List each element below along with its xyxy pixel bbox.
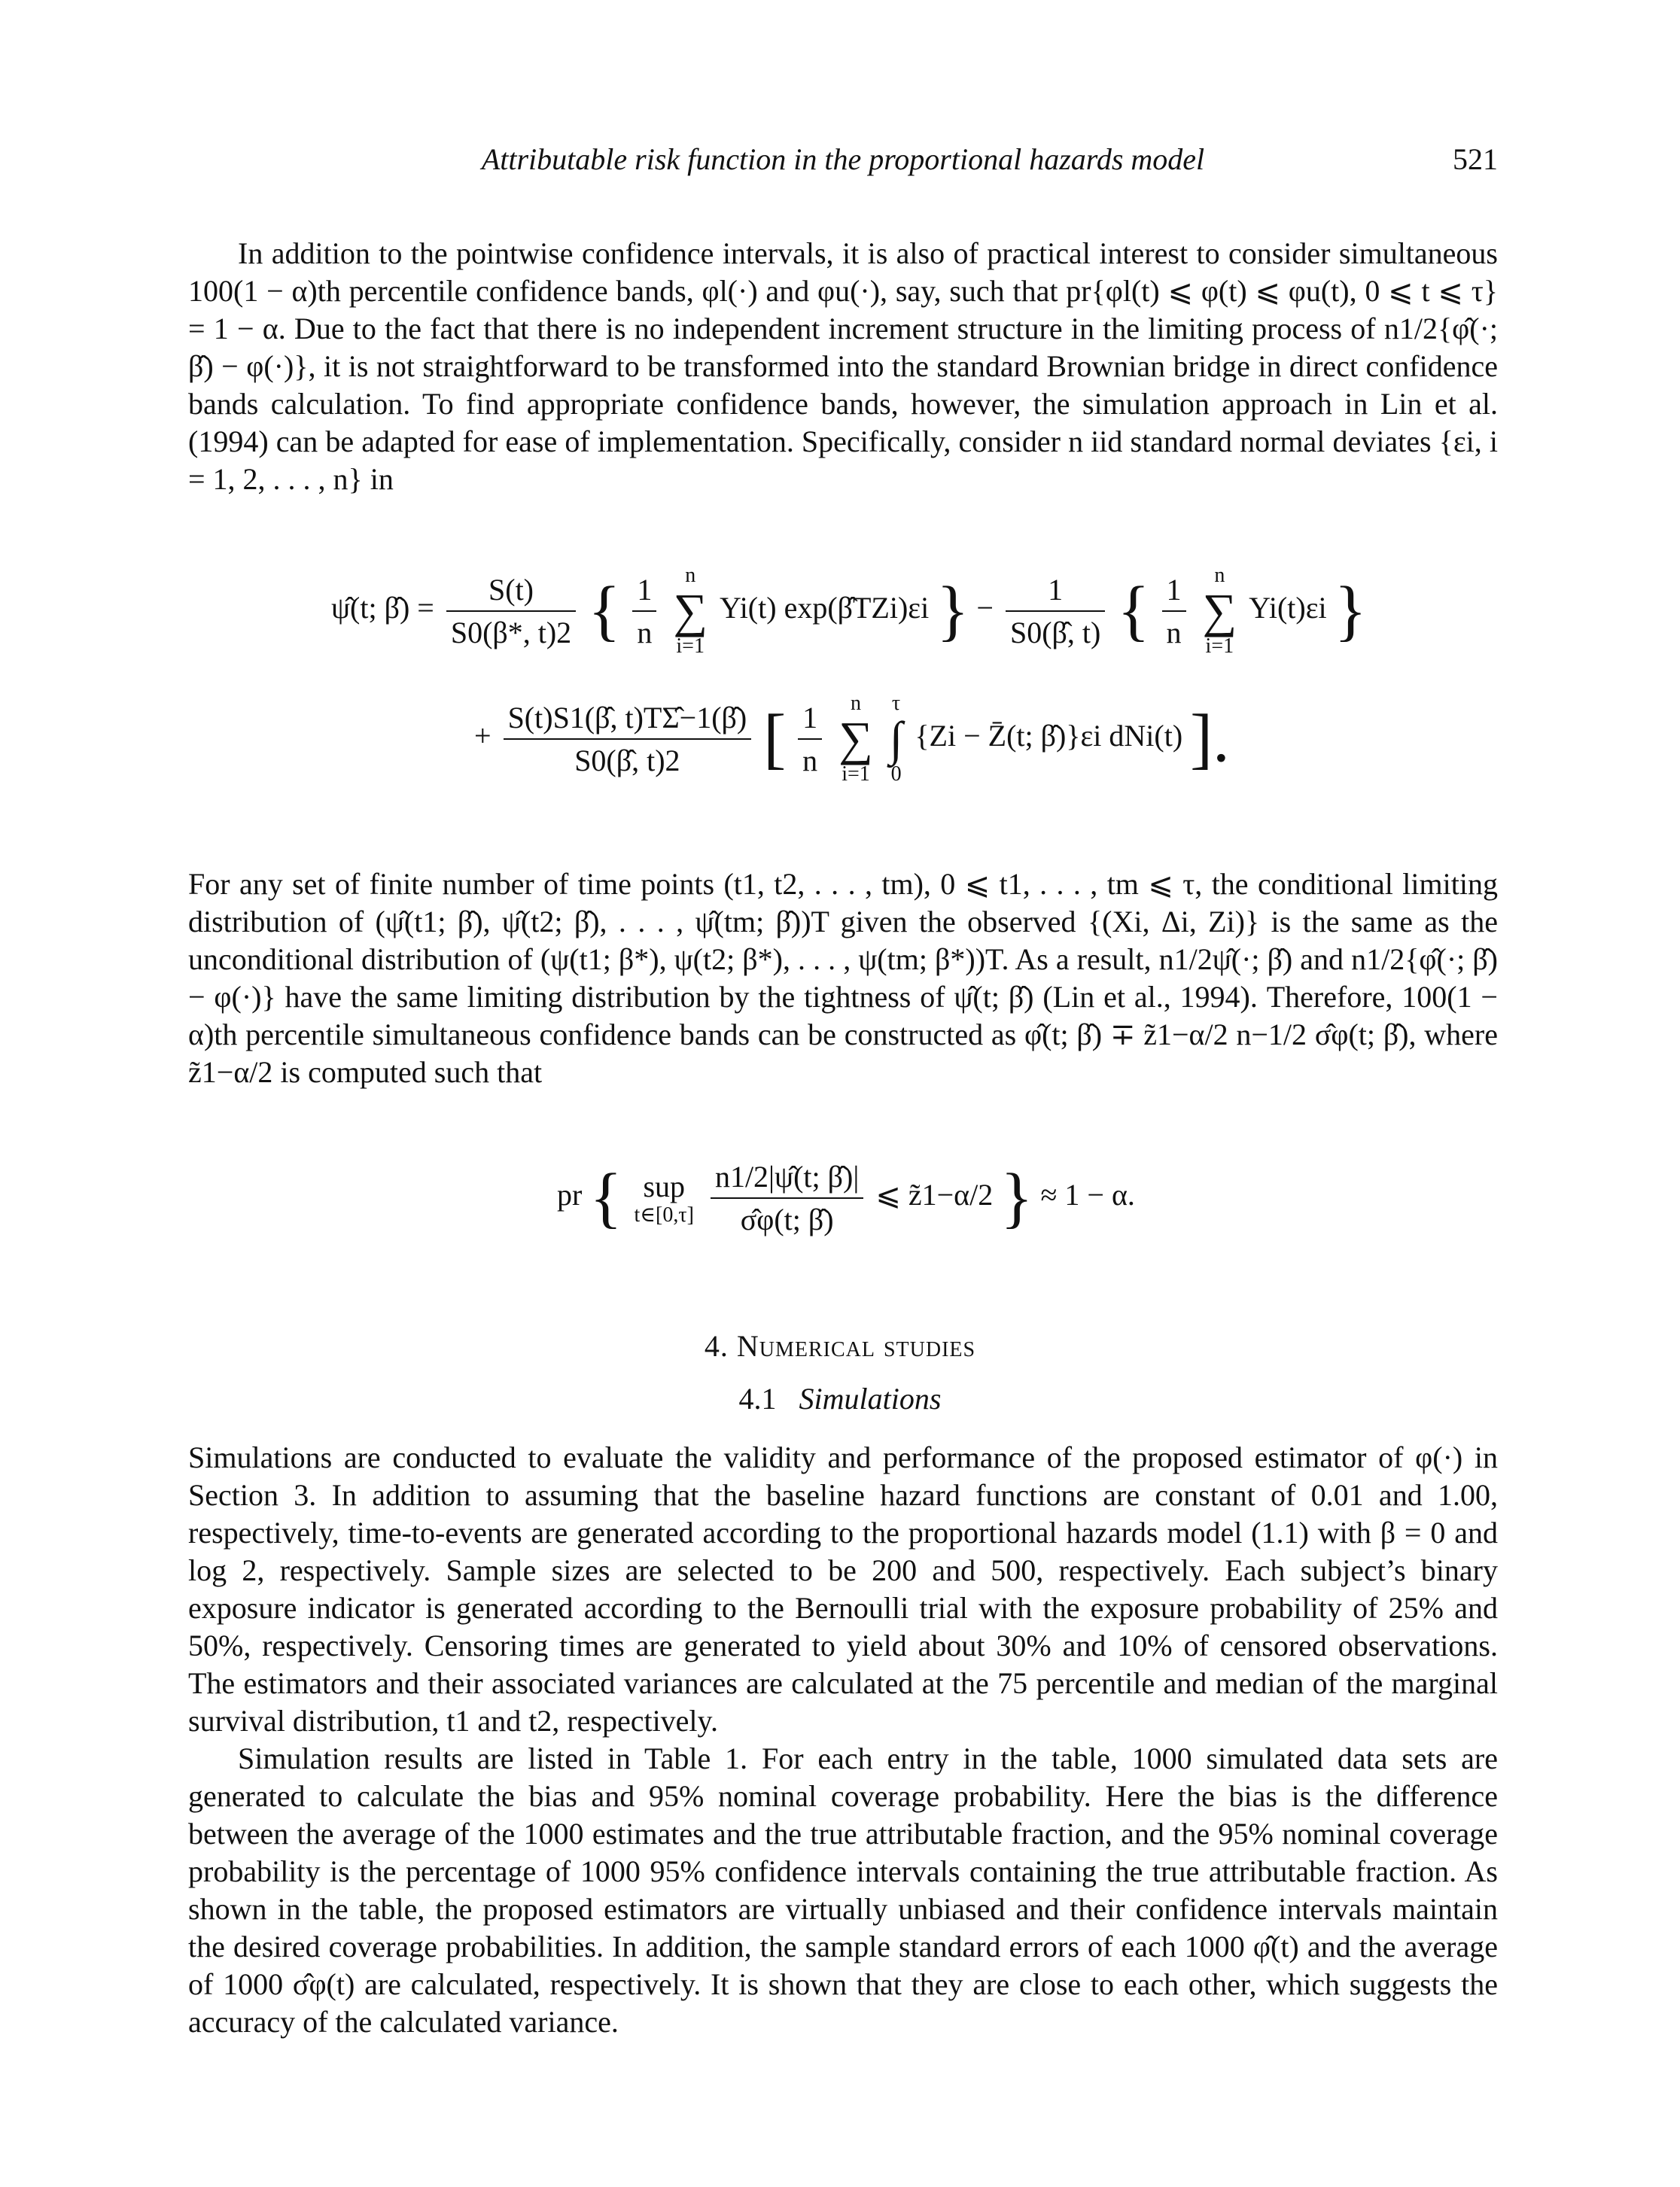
eq1-one-over-n bbox=[632, 572, 656, 650]
integral-symbol: ∫ bbox=[889, 712, 903, 765]
eq2-fraction-numerator: n1/2|ψ̂(t; β̂)| bbox=[711, 1159, 863, 1199]
eq1-right-brace: } bbox=[936, 573, 969, 648]
eq1-left-bracket: [ bbox=[763, 701, 787, 776]
eq1-left-brace: { bbox=[588, 573, 621, 648]
eq1-one-over-n-3-denominator: n bbox=[802, 744, 818, 777]
eq1-summation bbox=[673, 564, 708, 658]
eq1-fraction-1-denominator: S0(β*, t)2 bbox=[450, 616, 572, 649]
eq2-rhs: ≈ 1 − α. bbox=[1040, 1178, 1135, 1212]
sum-upper-limit: n bbox=[1214, 564, 1225, 587]
eq1-right-bracket: ]. bbox=[1190, 701, 1230, 776]
eq2-pr: pr bbox=[557, 1178, 583, 1212]
section-heading: 4. Numerical studies bbox=[704, 1329, 976, 1363]
eq2-right-brace: } bbox=[1000, 1160, 1033, 1235]
page-header bbox=[188, 141, 1498, 184]
eq1-term-1: Yi(t) exp(β̂TZi)εi bbox=[720, 591, 930, 625]
eq1-integral bbox=[890, 692, 903, 786]
paragraph-limiting-distribution: For any set of finite number of time points (t1, t2, . . . , tm), 0 ⩽ t1, . . . , tm ⩽ τ, the conditional limiting distribution of (ψ̂(t1; β̂), ψ̂(t2; β̂), . . . , ψ̂(tm; β̂))T given the observed {(Xi, Δi, Zi)} is the same as the unconditional distribution of (ψ(t1; β*), ψ(t2; β*), . . . , ψ(tm; β*))T. As a result, n1/2ψ̂(·; β̂) and n1/2{φ̂(·; β̂) − φ(·)} have the same limiting distribution by the tightness of ψ̂(t; β̂) (Lin et al., 1994). Therefore, 100(1 − α)th percentile simultaneous confidence bands can be constructed as φ̂(t; β̂) ∓ z̃1−α/2 n−1/2 σ̂φ(t; β̂), where z̃1−α/2 is computed such that bbox=[188, 867, 1498, 1089]
eq1-one-over-n-2-denominator: n bbox=[1166, 616, 1182, 649]
equation-line-1 bbox=[331, 564, 1367, 658]
eq1-fraction-3 bbox=[504, 700, 752, 778]
integral-lower-limit: 0 bbox=[890, 762, 902, 786]
eq2-relation: ⩽ z̃1−α/2 bbox=[875, 1178, 994, 1212]
sum-lower-limit: i=1 bbox=[1205, 634, 1234, 658]
eq1-one-over-n-2-numerator: 1 bbox=[1162, 572, 1186, 612]
eq1-one-over-n-3 bbox=[798, 700, 822, 778]
running-title: Attributable risk function in the proportional hazards model bbox=[481, 142, 1205, 176]
eq1-summation-3 bbox=[838, 692, 873, 786]
eq1-right-brace-2: } bbox=[1334, 573, 1367, 648]
eq1-one-over-n-numerator: 1 bbox=[632, 572, 656, 612]
sup-subscript: t∈[0,τ] bbox=[634, 1203, 694, 1227]
eq1-term-2: Yi(t)εi bbox=[1249, 591, 1327, 625]
eq1-fraction-2-numerator: 1 bbox=[1006, 572, 1105, 612]
eq1-lhs: ψ̂(t; β̂) = bbox=[331, 591, 434, 625]
paragraph-simulation-results: Simulation results are listed in Table 1. For each entry in the table, 1000 simulated data sets are generated to calculate the bias and 95% nominal coverage probability. Here the bias is the difference between the average of the 1000 estimates and the true attributable fraction, and the 95% nominal coverage probability is the percentage of 1000 95% confidence intervals containing the true attributable fraction. As shown in the table, the proposed estimators are virtually unbiased and their confidence intervals maintain the desired coverage probabilities. In addition, the sample standard errors of each 1000 φ̂(t) and the average of 1000 σ̂φ(t) are calculated, respectively. It is shown that they are close to each other, which suggests the accuracy of the calculated variance. bbox=[188, 1741, 1498, 2039]
sum-lower-limit: i=1 bbox=[676, 634, 705, 658]
equation-sup-probability bbox=[557, 1159, 1234, 1272]
eq1-fraction-3-denominator: S0(β̂, t)2 bbox=[574, 744, 680, 777]
eq1-left-brace-2: { bbox=[1117, 573, 1150, 648]
integral-upper-limit: τ bbox=[891, 692, 901, 715]
paragraph-simulation-setup: Simulations are conducted to evaluate the validity and performance of the proposed estimator of φ(·) in Section 3. In addition to assuming that the baseline hazard functions are constant of 0.01 and 1.00, respectively, time-to-events are generated according to the proportional hazards model (1.1) with β = 0 and log 2, respectively. Sample sizes are selected to be 200 and 500, respectively. Each subject’s binary exposure indicator is generated according to the Bernoulli trial with the exposure probability of 25% and 50%, respectively. Censoring times are generated to yield about 30% and 10% of censored observations. The estimators and their associated variances are calculated at the 75 percentile and median of the marginal survival distribution, t1 and t2, respectively. bbox=[188, 1440, 1498, 1738]
sum-symbol: ∑ bbox=[673, 584, 708, 637]
eq1-fraction-1 bbox=[446, 572, 576, 650]
sum-symbol: ∑ bbox=[1202, 584, 1237, 637]
equation-line-2 bbox=[474, 692, 1230, 786]
eq1-one-over-n-3-numerator: 1 bbox=[798, 700, 822, 740]
eq2-fraction-denominator: σ̂φ(t; β̂) bbox=[740, 1203, 834, 1236]
equation-psi-hat bbox=[331, 557, 1520, 805]
eq1-plus: + bbox=[474, 719, 492, 753]
sum-upper-limit: n bbox=[685, 564, 696, 587]
eq1-term-3: {Zi − Z̄(t; β̂)}εi dNi(t) bbox=[915, 719, 1183, 753]
paragraph-confidence-bands: In addition to the pointwise confidence intervals, it is also of practical interest to consider simultaneous 100(1 − α)th percentile confidence bands, φl(·) and φu(·), say, such that pr{φl(t) ⩽ φ(t) ⩽ φu(t), 0 ⩽ t ⩽ τ} = 1 − α. Due to the fact that there is no independent increment structure in the limiting process of n1/2{φ̂(·; β̂) − φ(·)}, it is not straightforward to be transformed into the standard Brownian bridge in direct confidence bands calculation. To find appropriate confidence bands, however, the simulation approach in Lin et al. (1994) can be adapted for ease of implementation. Specifically, consider n iid standard normal deviates {εi, i = 1, 2, . . . , n} in bbox=[188, 236, 1498, 496]
eq2-left-brace: { bbox=[589, 1160, 622, 1235]
eq1-fraction-2 bbox=[1006, 572, 1105, 650]
eq1-minus: − bbox=[976, 591, 994, 625]
sum-lower-limit: i=1 bbox=[842, 762, 870, 786]
eq1-one-over-n-2 bbox=[1162, 572, 1186, 650]
eq1-fraction-2-denominator: S0(β̂, t) bbox=[1009, 616, 1101, 649]
subsection-heading bbox=[0, 1381, 1680, 1416]
sum-upper-limit: n bbox=[850, 692, 861, 715]
sup-operator: sup bbox=[643, 1170, 686, 1203]
eq2-fraction bbox=[711, 1159, 863, 1237]
eq1-one-over-n-denominator: n bbox=[637, 616, 653, 649]
subsection-number: 4.1 bbox=[738, 1382, 777, 1416]
eq2-sup bbox=[635, 1170, 694, 1227]
eq1-fraction-3-numerator: S(t)S1(β̂, t)TΣ̂−1(β̂) bbox=[504, 700, 752, 740]
subsection-title: Simulations bbox=[799, 1382, 942, 1416]
eq1-summation-2 bbox=[1203, 564, 1237, 658]
equation-2-line bbox=[557, 1159, 1135, 1237]
page-number: 521 bbox=[1453, 142, 1498, 176]
eq1-fraction-1-numerator: S(t) bbox=[446, 572, 576, 612]
sum-symbol: ∑ bbox=[838, 712, 873, 765]
